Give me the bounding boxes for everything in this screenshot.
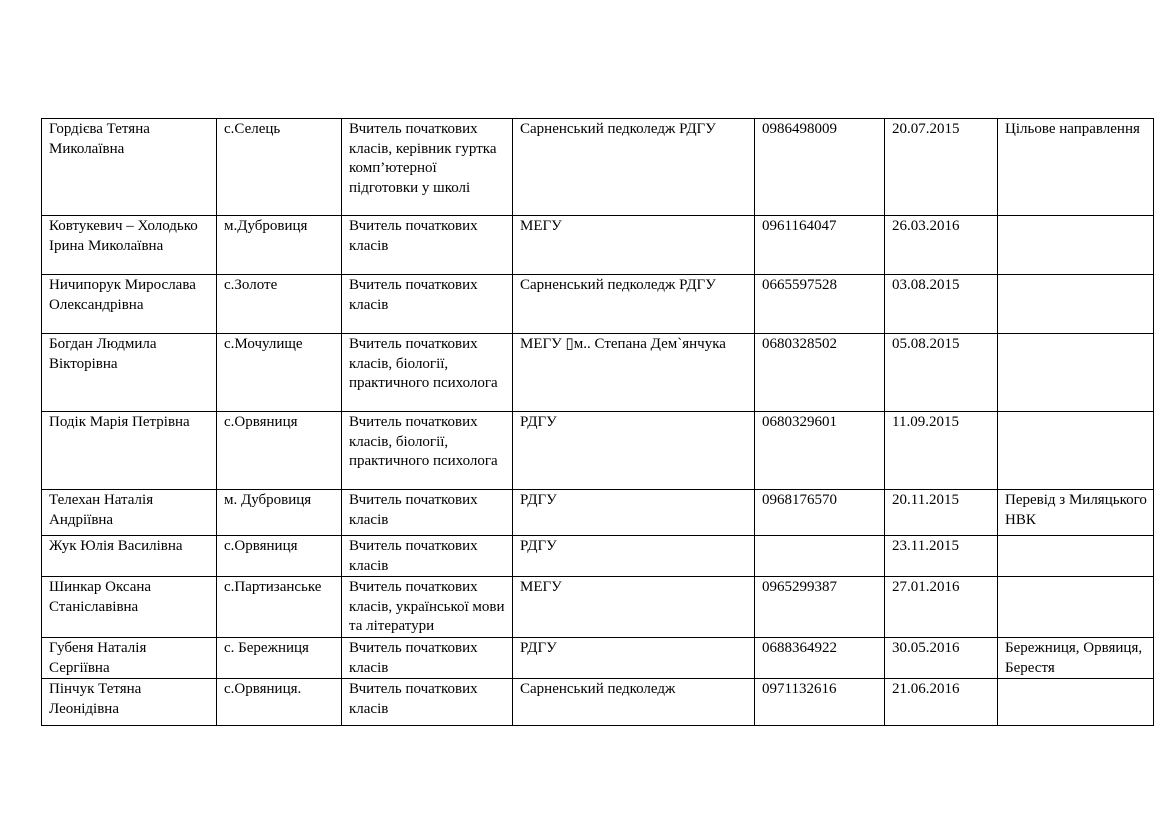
table-row xyxy=(42,275,1154,334)
cell-place: с.Партизанське xyxy=(217,577,342,638)
cell-education: РДГУ xyxy=(513,536,755,577)
cell-date: 21.06.2016 xyxy=(885,679,998,726)
cell-note: Бережниця, Орвяиця, Берестя xyxy=(998,638,1154,679)
table-row xyxy=(42,119,1154,216)
cell-date: 30.05.2016 xyxy=(885,638,998,679)
cell-place: с. Бережниця xyxy=(217,638,342,679)
cell-place: с.Селець xyxy=(217,119,342,216)
table-row xyxy=(42,536,1154,577)
cell-phone: 0986498009 xyxy=(755,119,885,216)
cell-place: с.Мочулище xyxy=(217,334,342,412)
cell-name: Пінчук Тетяна Леонідівна xyxy=(42,679,217,726)
cell-position: Вчитель початкових класів xyxy=(342,216,513,275)
cell-phone: 0968176570 xyxy=(755,490,885,536)
cell-education: МЕГУ ▯м.. Степана Дем`янчука xyxy=(513,334,755,412)
cell-name: Гордієва Тетяна Миколаївна xyxy=(42,119,217,216)
cell-date: 05.08.2015 xyxy=(885,334,998,412)
cell-phone: 0971132616 xyxy=(755,679,885,726)
cell-name: Подік Марія Петрівна xyxy=(42,412,217,490)
cell-phone: 0965299387 xyxy=(755,577,885,638)
cell-name: Ничипорук Мирослава Олександрівна xyxy=(42,275,217,334)
cell-date: 20.11.2015 xyxy=(885,490,998,536)
cell-education: Сарненський педколедж РДГУ xyxy=(513,275,755,334)
cell-phone: 0680329601 xyxy=(755,412,885,490)
cell-position: Вчитель початкових класів, біології, практичного психолога xyxy=(342,412,513,490)
cell-note: Цільове направлення xyxy=(998,119,1154,216)
cell-name: Телехан Наталія Андріївна xyxy=(42,490,217,536)
table-row xyxy=(42,490,1154,536)
cell-date: 23.11.2015 xyxy=(885,536,998,577)
cell-note xyxy=(998,334,1154,412)
cell-education: МЕГУ xyxy=(513,216,755,275)
cell-education: Сарненський педколедж РДГУ xyxy=(513,119,755,216)
cell-name: Ковтукевич – Холодько Ірина Миколаївна xyxy=(42,216,217,275)
cell-note xyxy=(998,275,1154,334)
cell-education: Сарненський педколедж xyxy=(513,679,755,726)
table-row xyxy=(42,334,1154,412)
cell-note xyxy=(998,412,1154,490)
cell-education: РДГУ xyxy=(513,412,755,490)
cell-note xyxy=(998,536,1154,577)
cell-note xyxy=(998,577,1154,638)
cell-date: 26.03.2016 xyxy=(885,216,998,275)
cell-place: м. Дубровиця xyxy=(217,490,342,536)
cell-place: с.Орвяниця xyxy=(217,412,342,490)
cell-name: Богдан Людмила Вікторівна xyxy=(42,334,217,412)
cell-position: Вчитель початкових класів xyxy=(342,679,513,726)
cell-place: с.Золоте xyxy=(217,275,342,334)
cell-date: 03.08.2015 xyxy=(885,275,998,334)
cell-name: Жук Юлія Василівна xyxy=(42,536,217,577)
cell-position: Вчитель початкових класів xyxy=(342,275,513,334)
cell-phone: 0961164047 xyxy=(755,216,885,275)
cell-position: Вчитель початкових класів xyxy=(342,536,513,577)
table-row xyxy=(42,412,1154,490)
cell-name: Шинкар Оксана Станіславівна xyxy=(42,577,217,638)
cell-note: Перевід з Миляцького НВК xyxy=(998,490,1154,536)
cell-position: Вчитель початкових класів, біології, практичного психолога xyxy=(342,334,513,412)
cell-position: Вчитель початкових класів, української мови та літератури xyxy=(342,577,513,638)
cell-phone: 0680328502 xyxy=(755,334,885,412)
cell-education: МЕГУ xyxy=(513,577,755,638)
cell-position: Вчитель початкових класів, керівник гуртка комп’ютерної підготовки у школі xyxy=(342,119,513,216)
cell-position: Вчитель початкових класів xyxy=(342,638,513,679)
cell-education: РДГУ xyxy=(513,638,755,679)
cell-place: с.Орвяниця xyxy=(217,536,342,577)
cell-position: Вчитель початкових класів xyxy=(342,490,513,536)
cell-date: 27.01.2016 xyxy=(885,577,998,638)
staff-table xyxy=(41,118,1154,726)
cell-education: РДГУ xyxy=(513,490,755,536)
cell-place: с.Орвяниця. xyxy=(217,679,342,726)
cell-note xyxy=(998,216,1154,275)
cell-phone xyxy=(755,536,885,577)
table-row xyxy=(42,679,1154,726)
cell-name: Губеня Наталія Сергіївна xyxy=(42,638,217,679)
cell-place: м.Дубровиця xyxy=(217,216,342,275)
table-row xyxy=(42,577,1154,638)
cell-phone: 0665597528 xyxy=(755,275,885,334)
cell-phone: 0688364922 xyxy=(755,638,885,679)
cell-note xyxy=(998,679,1154,726)
cell-date: 20.07.2015 xyxy=(885,119,998,216)
table-row xyxy=(42,638,1154,679)
table-row xyxy=(42,216,1154,275)
cell-date: 11.09.2015 xyxy=(885,412,998,490)
